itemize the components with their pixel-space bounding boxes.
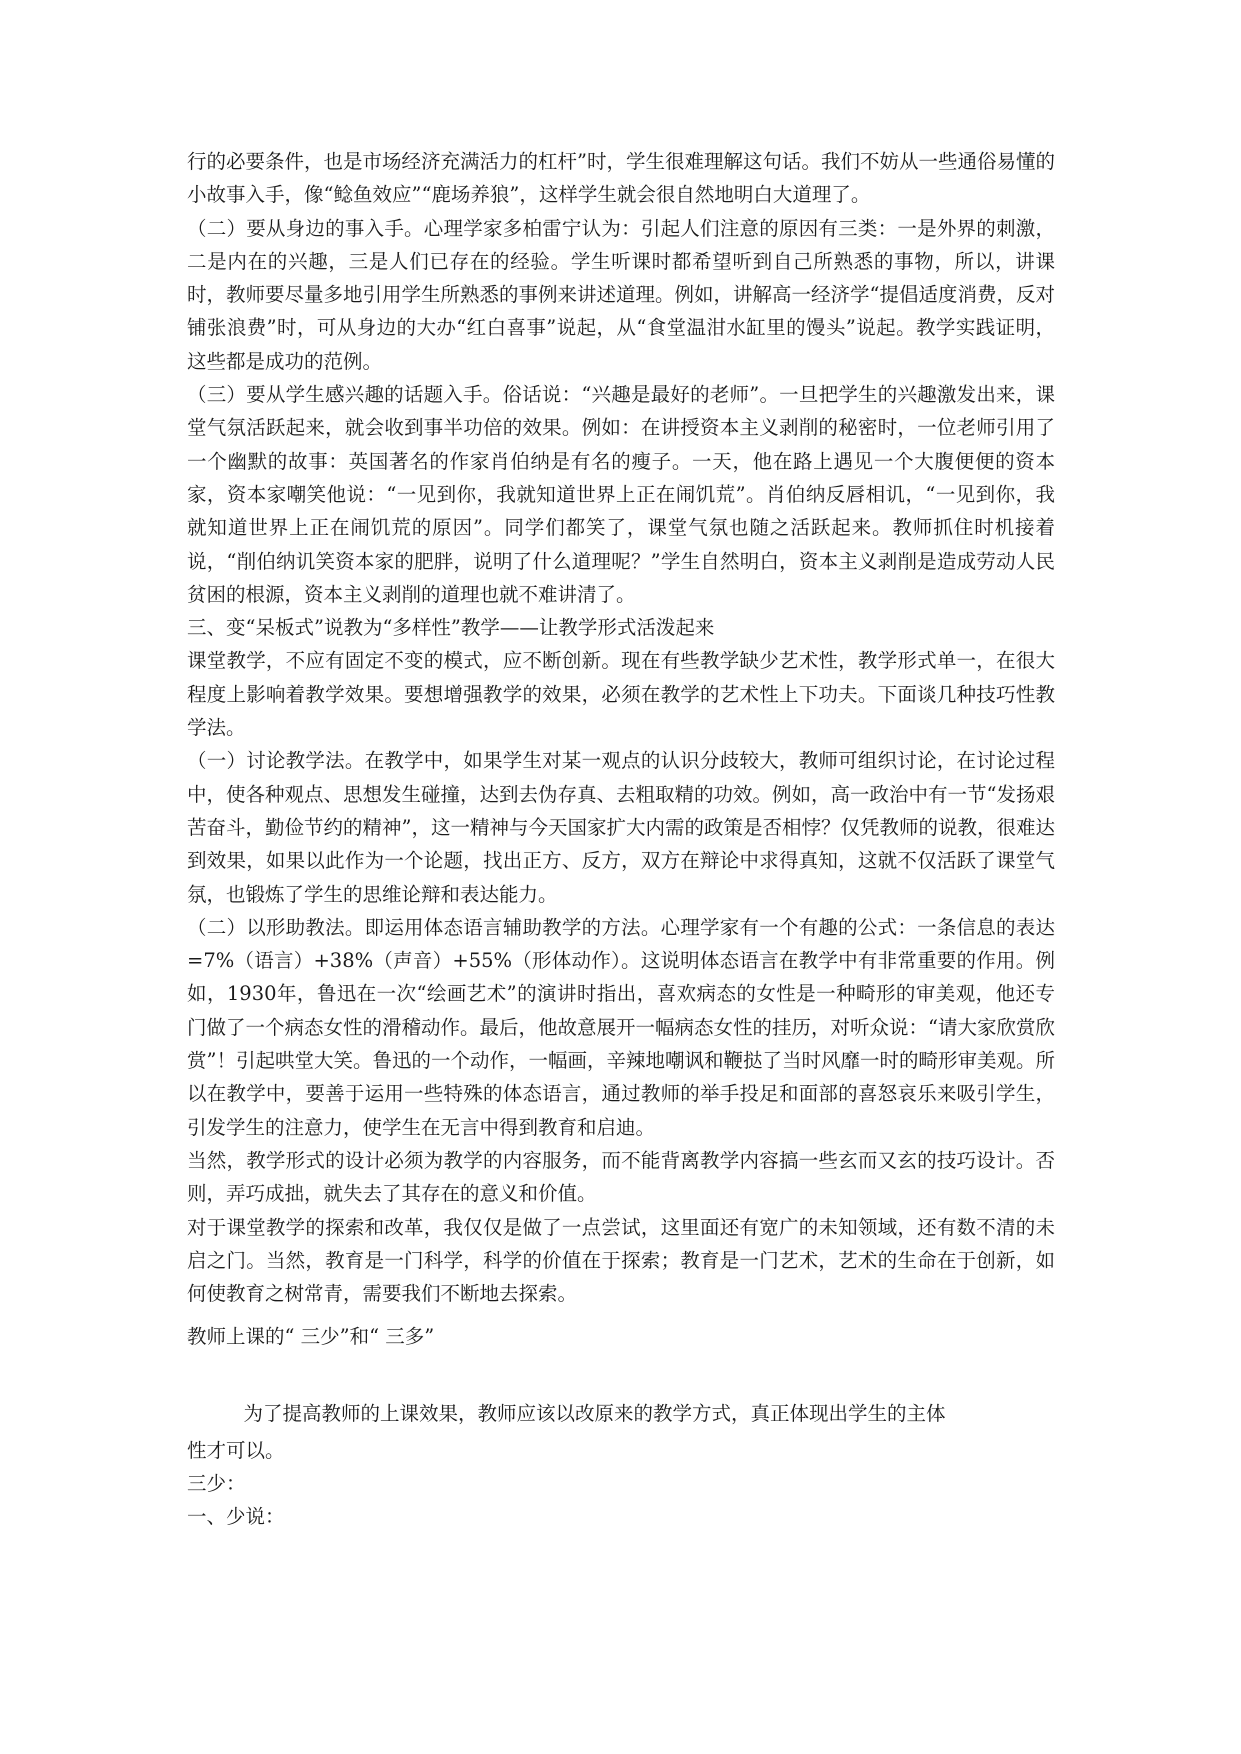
paragraph-form-serves-content: 当然，教学形式的设计必须为教学的内容服务，而不能背离教学内容搞一些玄而又玄的技巧设计。否则，弄巧成拙，就失去了其存在的意义和价值。 [187, 1148, 1055, 1206]
paragraph-discussion-method: （一）讨论教学法。在教学中，如果学生对某一观点的认识分歧较大，教师可组织讨论，在讨论过程中，使各种观点、思想发生碰撞，达到去伪存真、去粗取精的功效。例如，高一政治中有一节“发扬艰苦奋斗，勤俭节约的精神”，这一精神与今天国家扩大内需的政策是否相悖？仅凭教师的说教，很难达到效果，如果以此作为一个论题，找出正方、反方，双方在辩论中求得真知，这就不仅活跃了课堂气氛，也锻炼了学生的思维论辩和表达能力。 [187, 749, 1055, 906]
list-heading-three-less: 三少： [187, 1471, 246, 1495]
paragraph-market-economy: 行的必要条件，也是市场经济充满活力的杠杆”时，学生很难理解这句话。我们不妨从一些通俗易懂的小故事入手，像“鲶鱼效应”“鹿场养狼”，这样学生就会很自然地明白大道理了。 [187, 150, 1055, 207]
paragraph-body-language-method: （二）以形助教法。即运用体态语言辅助教学的方法。心理学家有一个有趣的公式：一条信息的表达=7%（语言）+38%（声音）+55%（形体动作）。这说明体态语言在教学中有非常重要的作用。例如，1930年，鲁迅在一次“绘画艺术”的演讲时指出，喜欢病态的女性是一种畸形的审美观，他还专门做了一个病态女性的滑稽动作。最后，他故意展开一幅病态女性的挂历，对听众说：“请大家欣赏欣赏”！引起哄堂大笑。鲁迅的一个动作，一幅画，辛辣地嘲讽和鞭挞了当时风靡一时的畸形审美观。所以在教学中，要善于运用一些特殊的体态语言，通过教师的举手投足和面部的喜怒哀乐来吸引学生，引发学生的注意力，使学生在无言中得到教育和启迪。 [187, 915, 1055, 1139]
article-title: 教师上课的“ 三少”和“ 三多” [187, 1325, 435, 1349]
list-item-less-talk: 一、少说： [187, 1505, 285, 1529]
paragraph-daily-life: （二）要从身边的事入手。心理学家多柏雷宁认为：引起人们注意的原因有三类：一是外界的刺激，二是内在的兴趣，三是人们已存在的经验。学生听课时都希望听到自己所熟悉的事物，所以，讲课时，教师要尽量多地引用学生所熟悉的事例来讲述道理。例如，讲解高一经济学“提倡适度消费，反对铺张浪费”时，可从身边的大办“红白喜事”说起，从“食堂温泔水缸里的馒头”说起。教学实践证明，这些都是成功的范例。 [187, 216, 1055, 373]
paragraph-interest-topic: （三）要从学生感兴趣的话题入手。俗话说：“兴趣是最好的老师”。一旦把学生的兴趣激发出来，课堂气氛活跃起来，就会收到事半功倍的效果。例如：在讲授资本主义剥削的秘密时，一位老师引用了一个幽默的故事：英国著名的作家肖伯纳是有名的瘦子。一天，他在路上遇见一个大腹便便的资本家，资本家嘲笑他说：“一见到你，我就知道世界上正在闹饥荒”。肖伯纳反唇相讥，“一见到你，我就知道世界上正在闹饥荒的原因”。同学们都笑了，课堂气氛也随之活跃起来。教师抓住时机接着说，“削伯纳讥笑资本家的肥胖，说明了什么道理呢？”学生自然明白，资本主义剥削是造成劳动人民贫困的根源，资本主义剥削的道理也就不难讲清了。 [187, 383, 1055, 606]
intro-paragraph-continued: 性才可以。 [187, 1438, 285, 1462]
document-body [187, 145, 1055, 1534]
section-heading-diverse-teaching: 三、变“呆板式”说教为“多样性”教学——让教学形式活泼起来 [187, 616, 715, 640]
paragraph-conclusion: 对于课堂教学的探索和改革，我仅仅是做了一点尝试，这里面还有宽广的未知领域，还有数不清的未启之门。当然，教育是一门科学，科学的价值在于探索；教育是一门艺术，艺术的生命在于创新，如何使教育之树常青，需要我们不断地去探索。 [187, 1215, 1055, 1306]
paragraph-classroom-innovation: 课堂教学，不应有固定不变的模式，应不断创新。现在有些教学缺少艺术性，教学形式单一，在很大程度上影响着教学效果。要想增强教学的效果，必须在教学的艺术性上下功夫。下面谈几种技巧性教学法。 [187, 649, 1055, 740]
intro-paragraph: 为了提高教师的上课效果，教师应该以改原来的教学方式，真正体现出学生的主体 [243, 1401, 946, 1425]
